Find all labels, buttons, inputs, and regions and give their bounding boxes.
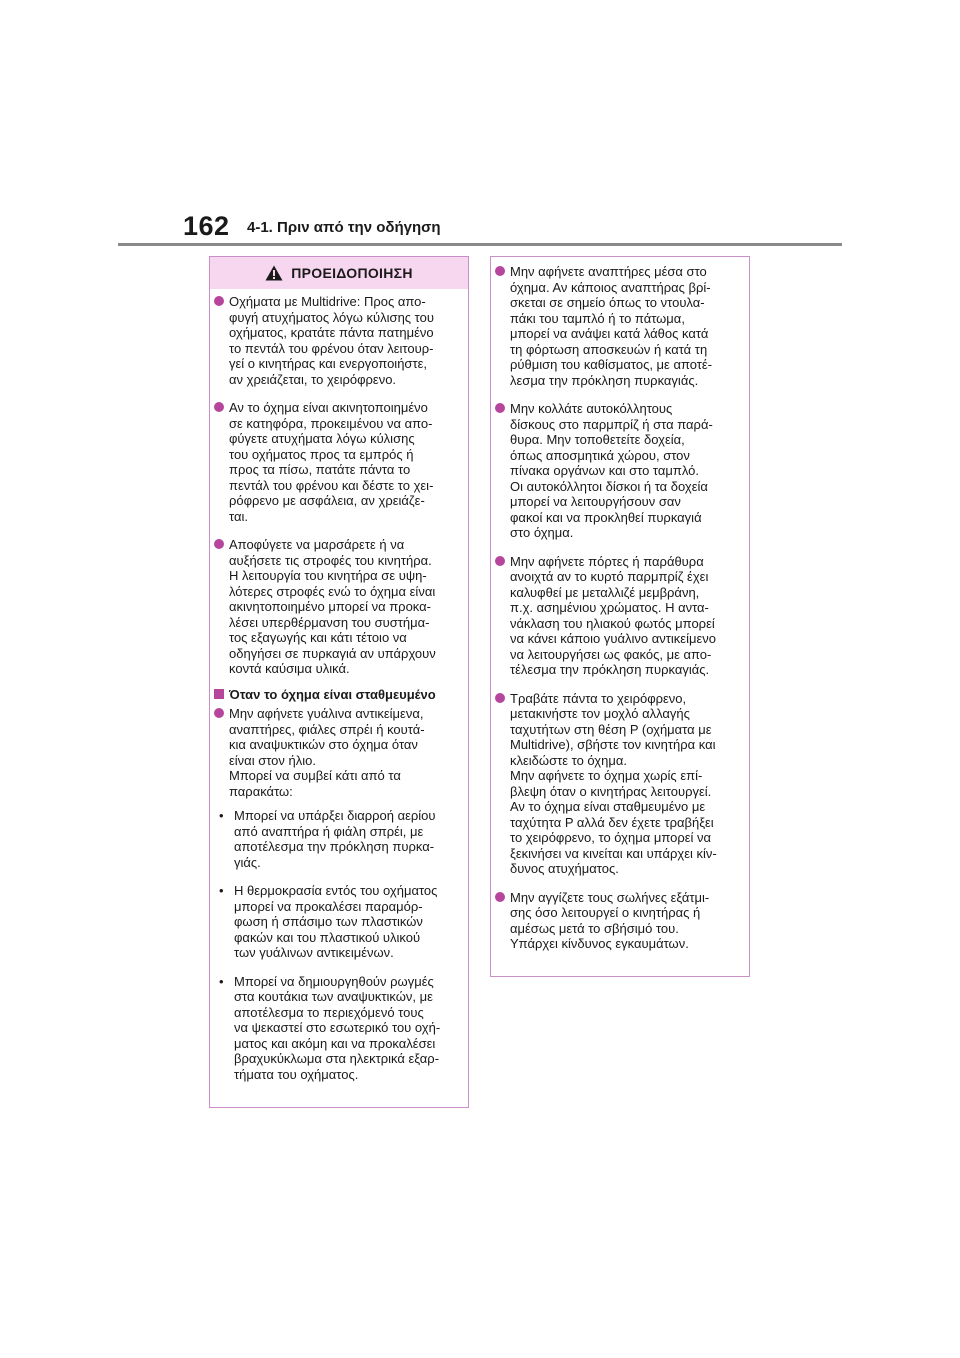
text-line: Μην αφήνετε το όχημα χωρίς επί- [510, 768, 703, 783]
text-line: φωση ή σπάσιμο των πλαστικών [234, 914, 423, 929]
text-line: ματος και ακόμη και να προκαλέσει [234, 1035, 436, 1051]
text-line: στο όχημα. [510, 525, 574, 540]
text-line: π.χ. ασημένιου χρώματος. Η αντα- [510, 600, 709, 615]
text-line: τήματα του οχήματος. [234, 1066, 359, 1082]
warning-triangle-icon [265, 265, 283, 281]
text-line: ρόφρενο με ασφάλεια, αν χρειάζε- [229, 493, 425, 508]
text-line: αυξήσετε τις στροφές του κινητήρα. [229, 552, 432, 568]
text-line: πάκι του ταμπλό ή το πάτωμα, [510, 310, 685, 326]
text-line: όπως αποσμητικά χώρου, στον [510, 447, 690, 463]
text-line: Μπορεί να υπάρξει διαρροή αερίου [234, 808, 436, 823]
header-rule [118, 243, 842, 246]
text-line: του οχήματος προς τα εμπρός ή [229, 446, 414, 462]
warning-item [495, 890, 743, 952]
page-number: 162 [183, 211, 230, 241]
text-line: ταχυτήτων στη θέση P (οχήματα με [510, 721, 712, 737]
subheading-text: Όταν το όχημα είναι σταθμευμένο [229, 686, 436, 702]
text-line: πίνακα οργάνων και στο ταμπλό. [510, 463, 699, 478]
text-line: Τραβάτε πάντα το χειρόφρενο, [510, 690, 687, 706]
text-line: αμέσως μετά το σβήσιμό του. [510, 920, 679, 936]
text-line: Αποφύγετε να μαρσάρετε ή να [229, 537, 405, 552]
bullet-dot-icon [214, 708, 224, 718]
text-line: πεντάλ του φρένου και δέστε το χει- [229, 477, 434, 493]
text-line: Οι αυτοκόλλητοι δίσκοι ή τα δοχεία [510, 478, 708, 494]
consequence-bullet [216, 974, 462, 1083]
warning-title: ΠΡΟΕΙΔΟΠΟΙΗΣΗ [291, 265, 413, 281]
text-line: Μπορεί να συμβεί κάτι από τα [229, 768, 401, 783]
text-line: των γυάλινων αντικειμένων. [234, 945, 394, 960]
text-line: φυγή ατυχήματος λόγω κύλισης του [229, 309, 434, 325]
text-line: δυνος ατυχήματος. [510, 861, 619, 876]
warning-item [214, 294, 462, 387]
text-line: ρύθμιση του καθίσματος, με αποτέ- [510, 357, 713, 372]
bullet-dot-icon [495, 556, 505, 566]
text-line: θυρα. Μην τοποθετείτε δοχεία, [510, 432, 685, 447]
warning-box-left [209, 256, 469, 1108]
warning-item [495, 264, 743, 388]
text-line: μπορεί να λειτουργήσουν σαν [510, 494, 681, 509]
text-line: αποτέλεσμα την πρόκληση πυρκα- [234, 839, 435, 854]
bullet-mark: • [219, 808, 224, 823]
warning-item [495, 401, 743, 541]
bullet-mark: • [219, 883, 224, 898]
warning-item [214, 537, 462, 677]
text-line: τος εξαγωγής και κάτι τέτοιο να [229, 630, 407, 645]
text-line: γεί ο κινητήρας και ενεργοποιήστε, [229, 356, 427, 371]
warning-item [495, 554, 743, 678]
consequence-bullet [216, 883, 462, 961]
text-line: κια αναψυκτικών στο όχημα όταν [229, 737, 418, 752]
text-line: γιάς. [234, 854, 261, 870]
text-line: φύγετε ατυχήματα λόγω κύλισης [229, 431, 415, 446]
text-line: αν χρειάζεται, το χειρόφρενο. [229, 371, 397, 387]
text-line: σε κατηφόρα, προκειμένου να απο- [229, 415, 433, 431]
text-line: μπορεί να ανάψει κατά λάθος κατά [510, 326, 709, 341]
text-line: είναι στον ήλιο. [229, 752, 316, 768]
warning-item [495, 691, 743, 877]
bullet-dot-icon [214, 296, 224, 306]
text-line: ακινητοποιημένο μπορεί να προκα- [229, 599, 431, 614]
bullet-dot-icon [495, 892, 505, 902]
text-line: Αν το όχημα είναι ακινητοποιημένο [229, 400, 428, 415]
text-line: οχήματος, κρατάτε πάντα πατημένο [229, 325, 434, 340]
text-line: να κάνει κάποιο γυάλινο αντικείμενο [510, 631, 716, 646]
text-line: κοντά καύσιμα υλικά. [229, 661, 350, 676]
text-line: σης όσο λειτουργεί ο κινητήρας ή [510, 905, 701, 920]
text-line: μπορεί να προκαλέσει παραμόρ- [234, 898, 423, 914]
text-line: Υπάρχει κίνδυνος εγκαυμάτων. [510, 936, 689, 951]
text-line: Αν το όχημα είναι σταθμευμένο με [510, 799, 706, 814]
text-line: Μπορεί να δημιουργηθούν ρωγμές [234, 973, 434, 989]
warning-header [210, 257, 468, 289]
text-line: ξεκινήσει να κινείται και υπάρχει κίν- [510, 845, 717, 861]
text-line: να ψεκαστεί στο εσωτερικό του οχή- [234, 1020, 441, 1035]
text-line: λεσμα την πρόκληση πυρκαγιάς. [510, 372, 699, 388]
text-line: Μην αφήνετε γυάλινα αντικείμενα, [229, 706, 424, 721]
text-line: από αναπτήρα ή φιάλη σπρέι, με [234, 823, 424, 839]
bullet-dot-icon [495, 403, 505, 413]
text-line: οδηγήσει σε πυρκαγιά αν υπάρχουν [229, 645, 436, 661]
text-line: τέλεσμα την πρόκληση πυρκαγιάς. [510, 662, 710, 677]
text-line: νάκλαση του ηλιακού φωτός μπορεί [510, 615, 715, 631]
text-line: φακών και του πλαστικού υλικού [234, 929, 421, 945]
text-line: κλειδώστε το όχημα. [510, 752, 627, 768]
text-line: φακοί και να προκληθεί πυρκαγιά [510, 509, 702, 525]
text-line: Οχήματα με Multidrive: Προς απο- [229, 294, 426, 309]
square-bullet-icon [214, 689, 224, 699]
text-line: προς τα πίσω, πατάτε πάντα το [229, 462, 411, 477]
text-line: λέσει υπερθέρμανση του συστήμα- [229, 614, 430, 630]
text-line: τη φόρτωση αποσκευών ή κατά τη [510, 341, 708, 357]
bullet-dot-icon [495, 693, 505, 703]
text-line: αποτέλεσμα το περιεχόμενό τους [234, 1004, 424, 1020]
text-line: Μην αγγίζετε τους σωλήνες εξάτμι- [510, 889, 710, 905]
text-line: βλεψη όταν ο κινητήρας λειτουργεί. [510, 783, 712, 799]
text-line: να λειτουργήσει ως φακός, με απο- [510, 646, 712, 662]
warning-box-right [490, 256, 750, 977]
text-line: Η θερμοκρασία εντός του οχήματος [234, 883, 438, 898]
text-line: το χειρόφρενο, το όχημα μπορεί να [510, 830, 712, 845]
text-line: παρακάτω: [229, 783, 293, 799]
text-line: στα κουτάκια των αναψυκτικών, με [234, 989, 433, 1004]
parked-subheading [214, 687, 462, 703]
text-line: ταχύτητα P αλλά δεν έχετε τραβήξει [510, 814, 714, 830]
text-line: Μην αφήνετε πόρτες ή παράθυρα [510, 553, 704, 569]
consequence-bullet [216, 808, 462, 870]
section-title: 4-1. Πριν από την οδήγηση [247, 219, 441, 236]
text-line: σκεται σε σημείο όπως το ντουλα- [510, 295, 705, 310]
text-line: αναπτήρες, φιάλες σπρέι ή κουτά- [229, 721, 425, 737]
text-line: ται. [229, 508, 248, 524]
text-line: Μην αφήνετε αναπτήρες μέσα στο [510, 264, 707, 279]
text-line: δίσκους στο παρμπρίζ ή στα παρά- [510, 416, 713, 432]
text-line: όχημα. Αν κάποιος αναπτήρας βρί- [510, 279, 711, 295]
text-line: το πεντάλ του φρένου όταν λειτουρ- [229, 340, 434, 356]
warning-item [214, 400, 462, 524]
text-line: Μην κολλάτε αυτοκόλλητους [510, 401, 673, 416]
bullet-dot-icon [495, 266, 505, 276]
text-line: καλυφθεί με μεταλλιζέ μεμβράνη, [510, 584, 700, 600]
text-line: μετακινήστε τον μοχλό αλλαγής [510, 706, 690, 721]
bullet-dot-icon [214, 402, 224, 412]
text-line: ανοιχτά αν το κυρτό παρμπρίζ έχει [510, 569, 709, 584]
warning-item [214, 706, 462, 799]
text-line: Η λειτουργία του κινητήρα σε υψη- [229, 568, 427, 583]
text-line: βραχυκύκλωμα στα ηλεκτρικά εξαρ- [234, 1051, 440, 1066]
text-line: Multidrive), σβήστε τον κινητήρα και [510, 737, 716, 752]
bullet-mark: • [219, 973, 224, 989]
text-line: λότερες στροφές ενώ το όχημα είναι [229, 583, 436, 599]
bullet-dot-icon [214, 539, 224, 549]
